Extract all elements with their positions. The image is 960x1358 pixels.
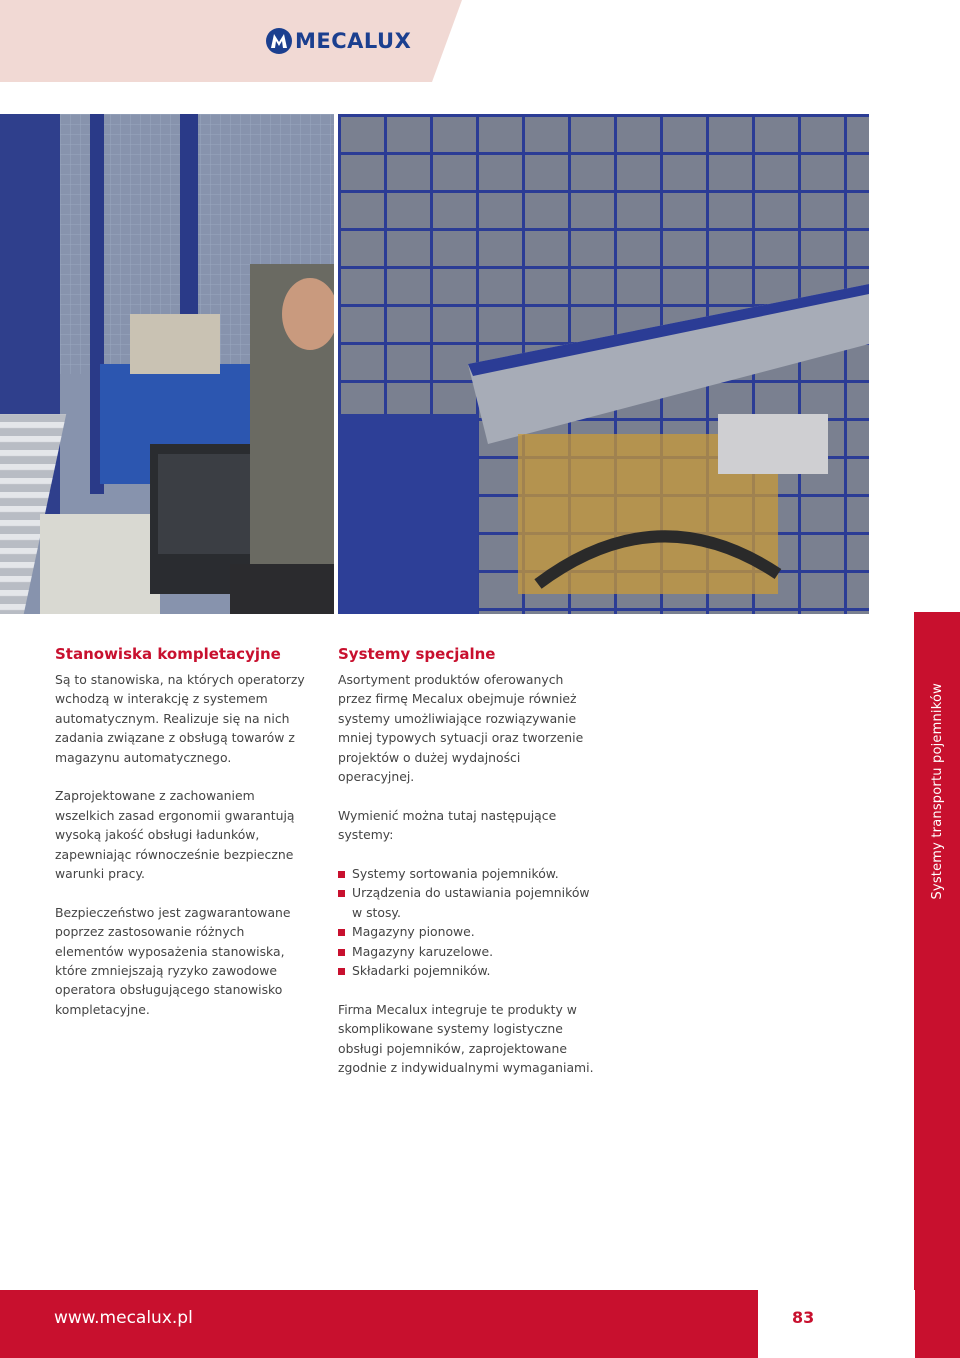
mecalux-m-logo-icon bbox=[266, 28, 292, 54]
logo-text: MECALUX bbox=[295, 29, 412, 53]
list-item: Magazyny pionowe. bbox=[338, 922, 598, 941]
paragraph: Bezpieczeństwo jest zagwarantowane poprzez zastosowanie różnych elementów wyposażenia stanowiska, które zmniejszają ryzyko zawodowe operatora obsługującego stanowisko kompletacyjne. bbox=[55, 904, 291, 1017]
right-column bbox=[338, 644, 598, 1097]
side-tab-label: Systemy transportu pojemników bbox=[929, 683, 945, 900]
paragraph: Zaprojektowane z zachowaniem wszelkich zasad ergonomii gwarantują wysoką jakość obsługi ładunków, zapewniając równocześnie bezpieczne warunki pracy. bbox=[55, 788, 295, 882]
paragraph: Firma Mecalux integruje te produkty w skomplikowane systemy logistyczne obsługi pojemników, zaprojektowane zgodnie z indywidualnymi wymaganiami. bbox=[338, 1001, 594, 1076]
mecalux-logo[interactable] bbox=[266, 26, 411, 56]
side-tab-label-wrap bbox=[914, 612, 960, 900]
list-item: Urządzenia do ustawiania pojemników w stosy. bbox=[338, 883, 598, 922]
list-item: Magazyny karuzelowe. bbox=[338, 942, 598, 961]
systems-list bbox=[338, 864, 598, 980]
left-column bbox=[55, 644, 305, 1039]
section-heading-systemy: Systemy specjalne bbox=[338, 645, 496, 663]
paragraph: Asortyment produktów oferowanych przez firmę Mecalux obejmuje również systemy umożliwiające rozwiązywanie mniej typowych sytuacji oraz tworzenie projektów o dużej wydajności operacyjnej. bbox=[338, 672, 584, 785]
list-item: Systemy sortowania pojemników. bbox=[338, 864, 598, 883]
section-heading-stanowiska: Stanowiska kompletacyjne bbox=[55, 645, 281, 663]
workstation-photo bbox=[0, 114, 334, 614]
paragraph: Wymienić można tutaj następujące systemy: bbox=[338, 807, 557, 843]
footer-url-link[interactable]: www.mecalux.pl bbox=[54, 1308, 193, 1328]
list-item: Składarki pojemników. bbox=[338, 961, 598, 980]
paragraph: Są to stanowiska, na których operatorzy wchodzą w interakcję z systemem automatycznym. Realizuje się na nich zadania związane z obsługą towarów z magazynu automatycznego. bbox=[55, 672, 305, 765]
header-band bbox=[0, 0, 960, 82]
conveyor-system-photo bbox=[338, 114, 869, 614]
page-number: 83 bbox=[792, 1308, 815, 1327]
